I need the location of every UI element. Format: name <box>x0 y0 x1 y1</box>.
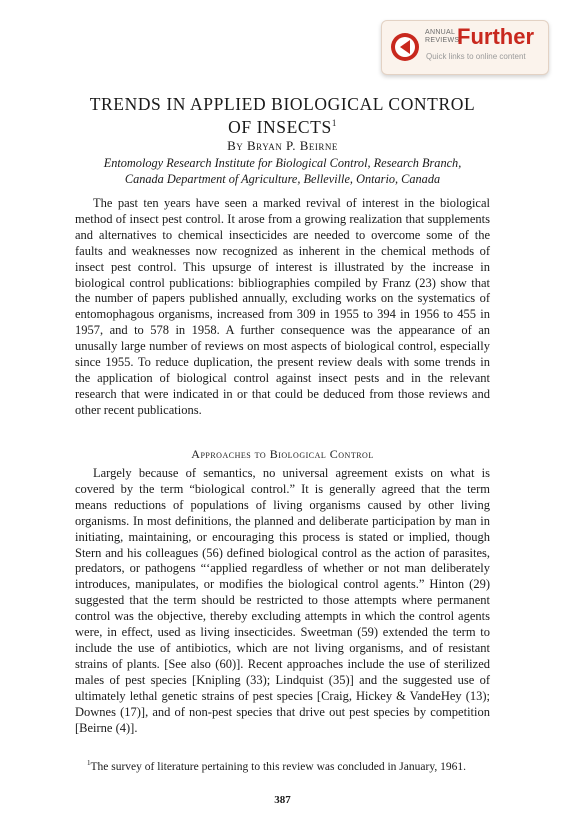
badge-tagline: Quick links to online content <box>426 52 526 61</box>
title-footnote-mark: 1 <box>331 118 337 128</box>
section-paragraph: Largely because of semantics, no universal agreement exists on what is covered by the term “biological control.” It is generally agreed that the term means reductions of populations of living organisms caused by other living organisms. In most definitions, the planned and deliberate participation by man in initiating, maintaining, or encouraging this process is stated or implied, though Stern and his colleagues (56) defined biological control as the action of parasites, predators, or pathogens “‘applied regardless of whether or not man deliberately introduces, manipulates, or modifies the biological control agents.” Hinton (29) suggested that the term should be restricted to those attempts where permanent control was the objective, thereby excluding attempts in which the control agents were, in effect, used as living insecticides. Sweetman (59) extended the term to include the use of antibiotics, which are not living organisms, and of resistant strains of plants. [See also (60)]. Recent approaches include the use of sterilized males of pest species [Knipling (33); Lindquist (35)] and the suggested use of ultimately lethal genetic strains of pest species [Craig, Hickey & VandeHey (13); Downes (17)], and of non-pest species that drive out pest species by competition [Beirne (4)]. <box>75 466 490 735</box>
intro-paragraph: The past ten years have seen a marked revival of interest in the biological method of insect pest control. It arose from a growing realization that supplements and alternatives to chemical insecticides are needed to overcome some of the faults and weaknesses now recognized as inherent in the chemical methods of insect pest control. This upsurge of interest is illustrated by the increase in biological control publications: bibliographies compiled by Franz (23) show that the number of papers published annually, excluding works on the systematics of entomophagous organisms, increased from 309 in 1955 to 394 in 1956 to 455 in 1957, and to 578 in 1958. A further consequence was the appearance of an unusally large number of reviews on most aspects of biological control, especially since 1955. To reduce duplication, the present review deals with some trends in the application of biological control against insect pests and in the relevant research that were indicated in or that could be deduced from those reviews and other recent publications. <box>75 196 490 417</box>
badge-annual-reviews <box>425 29 459 45</box>
article-title-line-1: TRENDS IN APPLIED BIOLOGICAL CONTROL <box>89 94 476 114</box>
badge-reviews-text: REVIEWS <box>425 37 460 44</box>
play-arrow-icon <box>390 32 420 62</box>
further-badge[interactable] <box>381 20 549 75</box>
affiliation-line-2: Canada Department of Agriculture, Belleville, Ontario, Canada <box>124 172 441 186</box>
page-number: 387 <box>274 794 291 806</box>
footnote <box>75 756 490 775</box>
section-heading: Approaches to Biological Control <box>191 447 374 461</box>
badge-further-text: Further <box>457 24 534 49</box>
article-title-line-2 <box>60 114 505 137</box>
footnote-mark: 1 <box>87 759 91 767</box>
article-title-line-2-text: OF INSECTS <box>228 116 332 137</box>
affiliation-line-1: Entomology Research Institute for Biological Control, Research Branch, <box>103 156 462 170</box>
badge-annual-text: ANNUAL <box>425 29 456 36</box>
footnote-text: The survey of literature pertaining to this review was concluded in January, 1961. <box>90 760 466 773</box>
author-byline: By Bryan P. Beirne <box>227 138 338 153</box>
